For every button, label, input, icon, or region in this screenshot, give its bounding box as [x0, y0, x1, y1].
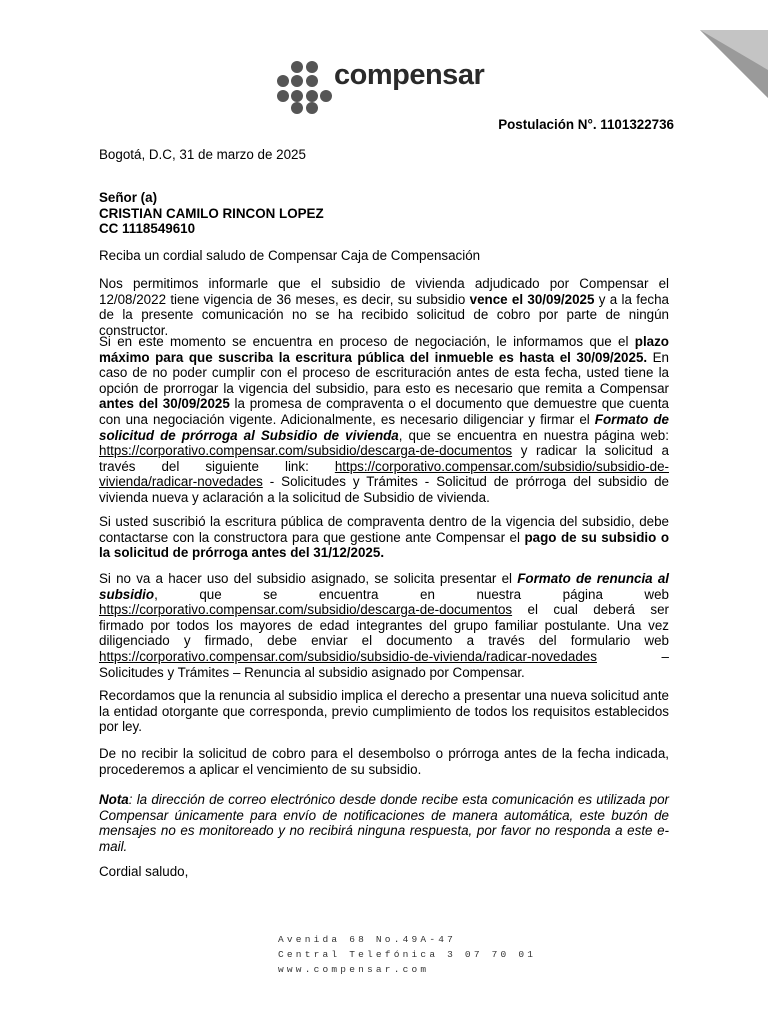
footer-contact [278, 932, 536, 977]
page-corner-decoration [700, 30, 768, 98]
paragraph-reminder: Recordamos que la renuncia al subsidio implica el derecho a presentar una nueva solicitud ante la entidad otorgante que corresponda, previo cumplimiento de todos los requisitos establecidos por ley. [99, 688, 669, 735]
compensar-logo [276, 59, 485, 114]
footer-address: Avenida 68 No.49A-47 [278, 934, 457, 945]
logo-dots-icon [276, 60, 332, 114]
greeting: Reciba un cordial saludo de Compensar Caja de Compensación [99, 248, 481, 263]
recipient-block [99, 190, 324, 237]
paragraph-expiry: Nos permitimos informarle que el subsidio de vivienda adjudicado por Compensar el 12/08/2022 tiene vigencia de 36 meses, es decir, su subsidio vence el 30/09/2025 y a la fecha de la presente comunicación no se ha recibido solicitud de cobro por parte de ningún constructor. [99, 276, 669, 338]
closing: Cordial saludo, [99, 864, 189, 879]
paragraph-expiration: De no recibir la solicitud de cobro para el desembolso o prórroga antes de la fecha indicada, procederemos a aplicar el vencimiento de su subsidio. [99, 746, 669, 777]
radicar-novedades-link-2[interactable]: https://corporativo.compensar.com/subsidio/subsidio-de-vivienda/radicar-novedades [99, 648, 597, 664]
note: Nota: la dirección de correo electrónico desde donde recibe esta comunicación es utilizada por Compensar únicamente para envío de notificaciones de manera automática, este buzón de mensajes no es monitoreado y no recibirá ninguna respuesta, por favor no responda a este e-mail. [99, 792, 669, 854]
recipient-id: CC 1118549610 [99, 221, 196, 237]
footer-web: www.compensar.com [278, 964, 430, 975]
recipient-salutation: Señor (a) [99, 190, 158, 205]
footer-phone: Central Telefónica 3 07 70 01 [278, 949, 537, 960]
documents-download-link-2[interactable]: https://corporativo.compensar.com/subsidio/descarga-de-documentos [99, 602, 513, 618]
paragraph-extension: Si en este momento se encuentra en proceso de negociación, le informamos que el plazo máximo para que suscriba la escritura pública del inmueble es hasta el 30/09/2025. En caso de no poder cumplir con el proceso de escrituración antes de esta fecha, usted tiene la opción de prorrogar la vigencia del subsidio, para esto es necesario que remita a Compensar antes del 30/09/2025 la promesa de compraventa o el documento que demuestre que cuenta con una negociación vigente. Adicionalmente, es necesario diligenciar y firmar el Formato de solicitud de prórroga al Subsidio de vivienda, que se encuentra en nuestra página web: https://corporativo.compensar.com/subsidio/descarga-de-documentos y radicar la solicitud a través del siguiente link: https://corporativo.compensar.com/subsidio/subsidio-de-vivienda/radicar-novedades - Solicitudes y Trámites - Solicitud de prórroga del subsidio de vivienda nueva y aclaración a la solicitud de Subsidio de vivienda. [99, 334, 669, 505]
radicar-novedades-link[interactable]: https://corporativo.compensar.com/subsidio/subsidio-de-vivienda/radicar-novedades [99, 458, 669, 490]
recipient-name: CRISTIAN CAMILO RINCON LOPEZ [99, 205, 324, 221]
paragraph-deed: Si usted suscribió la escritura pública de compraventa dentro de la vigencia del subsidio, debe contactarse con la constructora para que gestione ante Compensar el pago de su subsidio o la solicitud de prórroga antes del 31/12/2025. [99, 514, 669, 561]
documents-download-link[interactable]: https://corporativo.compensar.com/subsidio/descarga-de-documentos [99, 443, 513, 459]
logo-wordmark: compensar [334, 59, 485, 91]
place-date: Bogotá, D.C, 31 de marzo de 2025 [99, 147, 306, 162]
application-number: Postulación N°. 1101322736 [498, 117, 674, 132]
paragraph-renunciation: Si no va a hacer uso del subsidio asignado, se solicita presentar el Formato de renuncia al subsidio, que se encuentra en nuestra página web https://corporativo.compensar.com/subsidio/descarga-de-documentos el cual deberá ser firmado por todos los mayores de edad integrantes del grupo familiar postulante. Una vez diligenciado y firmado, debe enviar el documento a través del formulario web https://corporativo.compensar.com/subsidio/subsidio-de-vivienda/radicar-novedades – Solicitudes y Trámites – Renuncia al subsidio asignado por Compensar. [99, 571, 669, 680]
